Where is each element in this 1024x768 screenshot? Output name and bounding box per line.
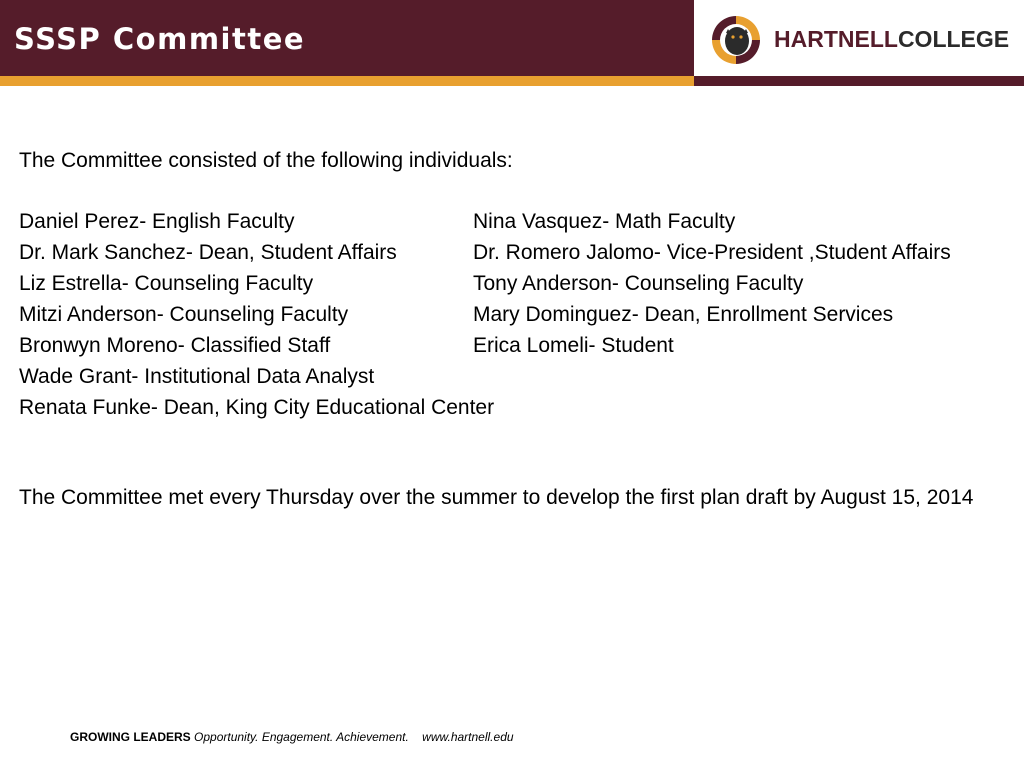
logo: [694, 0, 1024, 76]
footer-tagline-bold: GROWING LEADERS: [70, 730, 191, 744]
member-item: Mary Dominguez- Dean, Enrollment Services: [473, 303, 894, 326]
member-item: Mitzi Anderson- Counseling Faculty: [19, 303, 349, 326]
footer: [70, 730, 514, 744]
member-item: Dr. Mark Sanchez- Dean, Student Affairs: [19, 241, 397, 264]
panther-logo-icon: [708, 12, 764, 66]
accent-bar: [0, 76, 694, 86]
member-item: Bronwyn Moreno- Classified Staff: [19, 334, 331, 357]
member-item: Dr. Romero Jalomo- Vice-President ,Student Affairs: [473, 241, 951, 264]
members-right-column: [473, 206, 951, 361]
members-left-column: [19, 206, 494, 423]
footer-tagline: Opportunity. Engagement. Achievement.: [194, 730, 409, 744]
accent-bar-dark: [694, 76, 1024, 86]
member-item: Renata Funke- Dean, King City Educational Center: [19, 396, 495, 419]
member-item: Wade Grant- Institutional Data Analyst: [19, 365, 375, 388]
member-item: Erica Lomeli- Student: [473, 334, 674, 357]
member-item: Liz Estrella- Counseling Faculty: [19, 272, 314, 295]
member-item: Nina Vasquez- Math Faculty: [473, 210, 736, 233]
logo-wordmark: HARTNELLCOLLEGE: [774, 26, 1010, 52]
closing-text: The Committee met every Thursday over the summer to develop the first plan draft by August 15, 2014: [19, 486, 974, 509]
intro-text: The Committee consisted of the following individuals:: [19, 149, 513, 172]
member-item: Tony Anderson- Counseling Faculty: [473, 272, 804, 295]
slide-title: SSSP Committee: [14, 22, 306, 56]
member-item: Daniel Perez- English Faculty: [19, 210, 295, 233]
footer-url[interactable]: www.hartnell.edu: [422, 730, 514, 744]
